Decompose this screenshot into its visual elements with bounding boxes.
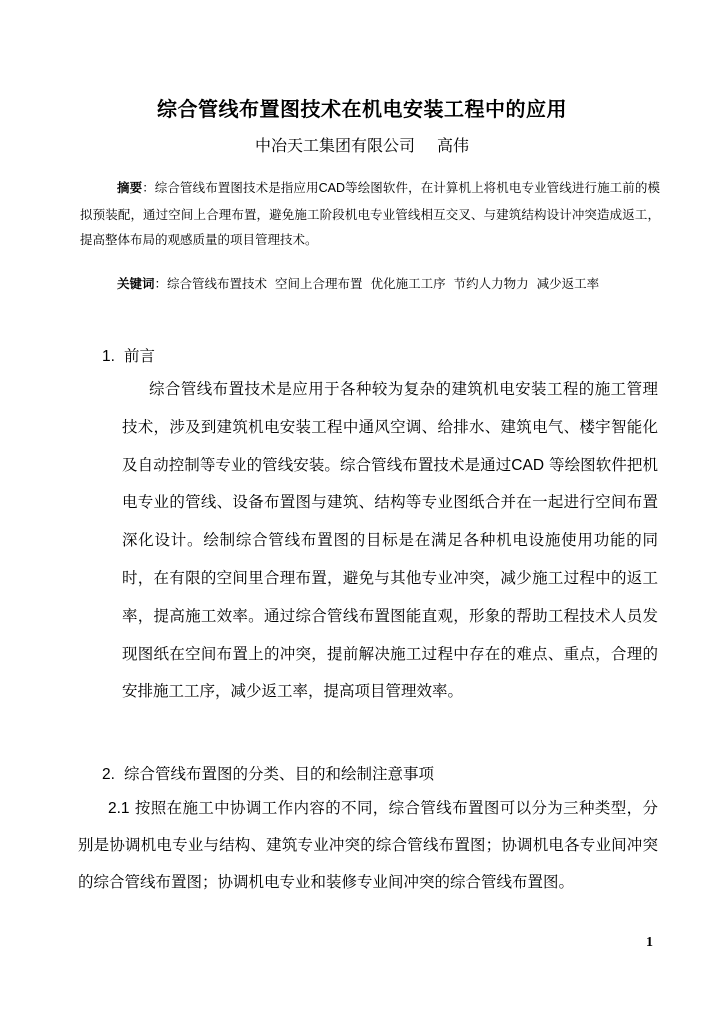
section-1-text-b: 等绘图软件把机电专业的管线、设备布置图与建筑、结构等专业图纸合并在一起进行空间布置深化设计。绘制综合管线布置图的目标是在满足各种机电设施使用功能的同时，在有限的空间里合理布置，避免与其他专业冲突，减少施工过程中的返工率，提高施工效率。通过综合管线布置图能直观，形象的帮助工程技术人员发现图纸在空间布置上的冲突，提前解决施工过程中存在的难点、重点，合理的安排施工工序，减少返工率，提高项目管理效率。 xyxy=(122,455,658,701)
section-1-title: 前言 xyxy=(124,347,156,365)
abstract-label: 摘要 xyxy=(117,180,143,195)
keyword-item: 减少返工率 xyxy=(536,276,600,291)
author-organization: 中冶天工集团有限公司 xyxy=(254,136,415,155)
page-number: 1 xyxy=(646,935,653,950)
keyword-item: 综合管线布置技术 xyxy=(167,276,268,291)
section-1-heading xyxy=(102,344,155,366)
document-title: 综合管线布置图技术在机电安装工程中的应用 xyxy=(157,97,567,121)
section-2-heading xyxy=(102,762,434,784)
author-line xyxy=(0,133,724,156)
keywords-label: 关键词 xyxy=(117,276,155,291)
author-name: 高伟 xyxy=(437,136,470,155)
section-2-title: 综合管线布置图的分类、目的和绘制注意事项 xyxy=(124,765,435,783)
keyword-item: 节约人力物力 xyxy=(453,276,529,291)
section-1-number: 1. xyxy=(102,348,115,365)
section-1-cad: CAD xyxy=(511,456,545,474)
keywords-paragraph xyxy=(80,271,660,297)
abstract-paragraph xyxy=(80,175,660,253)
section-2-number: 2. xyxy=(102,766,115,783)
section-1-paragraph xyxy=(122,371,658,711)
abstract-text-a: ：综合管线布置图技术是指应用 xyxy=(142,180,319,195)
section-2-1-paragraph xyxy=(78,790,658,900)
keyword-item: 空间上合理布置 xyxy=(275,276,363,291)
abstract-cad: CAD xyxy=(318,181,345,195)
section-1-text-a: 综合管线布置技术是应用于各种较为复杂的建筑机电安装工程的施工管理技术，涉及到建筑机电安装工程中通风空调、给排水、建筑电气、楼宇智能化及自动控制等专业的管线安装。综合管线布置技术是通过 xyxy=(122,380,658,474)
keyword-item: 优化施工工序 xyxy=(370,276,446,291)
abstract-text-b: 等绘图软件，在计算机上将机电专业管线进行施工前的模拟预装配，通过空间上合理布置，避免施工阶段机电专业管线相互交叉、与建筑结构设计冲突造成返工，提高整体布局的观感质量的项目管理技术。 xyxy=(80,180,660,247)
keywords-sep: ： xyxy=(154,276,168,291)
section-2-1-text: 按照在施工中协调工作内容的不同，综合管线布置图可以分为三种类型，分别是协调机电专业与结构、建筑专业冲突的综合管线布置图；协调机电各专业间冲突的综合管线布置图；协调机电专业和装修专业间冲突的综合管线布置图。 xyxy=(78,799,658,891)
section-2-1-number: 2.1 xyxy=(108,800,130,817)
